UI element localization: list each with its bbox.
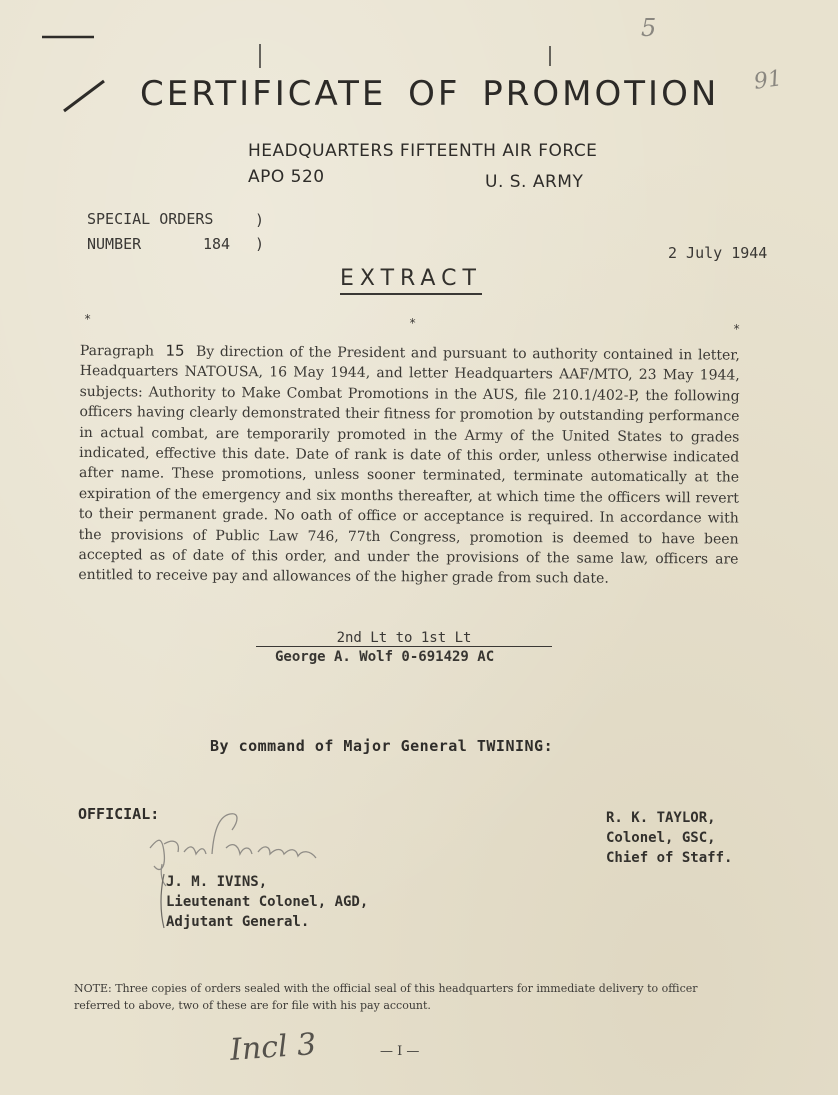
asterisk-left: * bbox=[84, 312, 92, 326]
note-label: NOTE: bbox=[74, 982, 112, 995]
adjutant-title: Adjutant General. bbox=[166, 914, 310, 930]
paragraph-number: 15 bbox=[165, 341, 185, 360]
army-line: U. S. ARMY bbox=[485, 172, 584, 192]
chief-of-staff-block bbox=[606, 808, 732, 868]
adjutant-block bbox=[166, 872, 368, 932]
special-orders-paren-2: ) bbox=[255, 235, 265, 253]
official-label: OFFICIAL: bbox=[78, 805, 160, 823]
apo-line: APO 520 bbox=[248, 167, 325, 187]
command-line: By command of Major General TWINING: bbox=[210, 737, 554, 755]
promoted-officer: George A. Wolf 0-691429 AC bbox=[275, 649, 495, 665]
certificate-title: CERTIFICATE OF PROMOTION bbox=[140, 74, 720, 114]
paragraph-text: By direction of the President and pursuant to authority contained in letter, Headquarters NATOUSA, 16 May 1944, and letter Headquarters AAF/MTO, 23 May 1944, subjects: Authority to Make Combat Promotions in the AUS, file 210.1/402-P, the following officers having clearly demonstrated their fitness for promotion by outstanding performance in actual combat, are temporarily promoted in the Army of the United States to grades indicated, effective this date. Date of rank is date of this order, unless otherwise indicated after name. These promotions, unless sooner terminated, terminate automatically at the expiration of the emergency and six months thereafter, at which time the officers will revert to their permanent grade. No oath of office or acceptance is required. In accordance with the provisions of Public Law 746, 77th Congress, promotion is deemed to have been accepted as of date of this order, and under the provisions of the same law, officers are entitled to receive pay and allowances of the higher grade from such date. bbox=[78, 343, 740, 588]
number-label: NUMBER bbox=[87, 235, 142, 253]
adjutant-name: J. M. IVINS, bbox=[166, 874, 268, 890]
special-orders-paren-1: ) bbox=[255, 211, 265, 229]
chief-of-staff-title: Chief of Staff. bbox=[606, 850, 733, 866]
note-text: Three copies of orders sealed with the official seal of this headquarters for immediate delivery to officer referred to above, two of these are for file with his pay account. bbox=[74, 982, 698, 1012]
top-left-pen-marks bbox=[30, 20, 150, 120]
corner-pencil-number: 5 bbox=[641, 14, 657, 42]
asterisk-right: * bbox=[733, 322, 741, 336]
order-date: 2 July 1944 bbox=[668, 244, 768, 262]
paragraph-label: Paragraph bbox=[79, 342, 155, 360]
chief-of-staff-rank: Colonel, GSC, bbox=[606, 830, 716, 846]
handwritten-doc-tag: Incl 3 bbox=[228, 1027, 318, 1068]
chief-of-staff-name: R. K. TAYLOR, bbox=[606, 810, 716, 826]
asterisk-center: * bbox=[409, 316, 417, 330]
side-pencil-number: 91 bbox=[752, 66, 784, 95]
special-orders-label: SPECIAL ORDERS bbox=[87, 210, 214, 228]
extract-heading: EXTRACT bbox=[340, 266, 482, 295]
adjutant-rank: Lieutenant Colonel, AGD, bbox=[166, 894, 369, 910]
note-block bbox=[74, 980, 740, 1014]
order-number: 184 bbox=[203, 235, 231, 253]
grade-change: 2nd Lt to 1st Lt bbox=[256, 630, 552, 647]
paragraph-15 bbox=[78, 340, 740, 590]
hq-line: HEADQUARTERS FIFTEENTH AIR FORCE bbox=[248, 141, 598, 161]
page-number: — I — bbox=[380, 1044, 420, 1059]
